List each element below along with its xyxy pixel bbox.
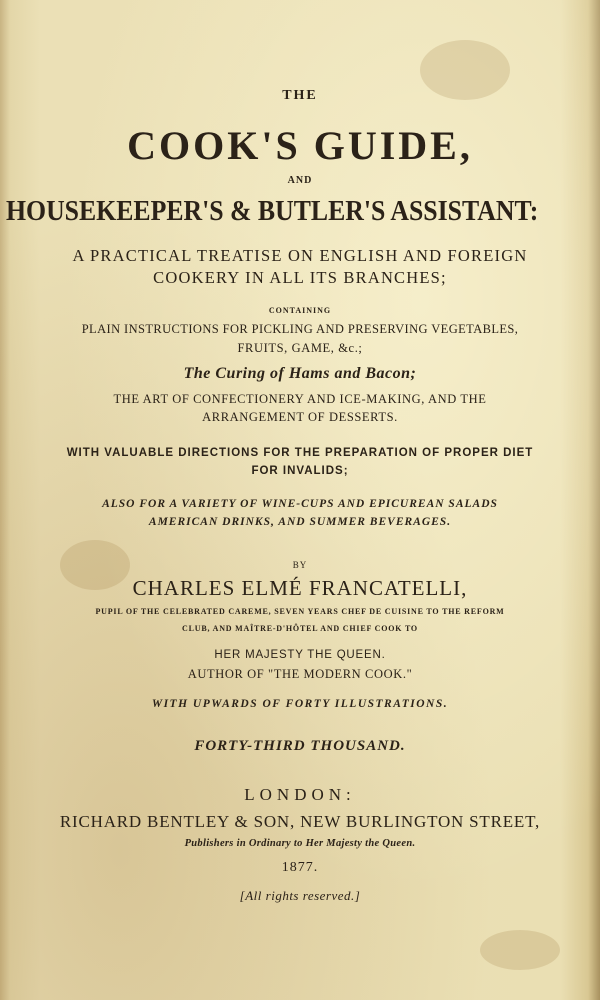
beverages-line-2: AMERICAN DRINKS, AND SUMMER BEVERAGES. (148, 516, 452, 528)
pickling-line-1: PLAIN INSTRUCTIONS FOR PICKLING AND PRESERVING VEGETABLES, (81, 322, 519, 336)
containing-label: CONTAINING (268, 306, 332, 315)
title-conjunction: AND (287, 175, 313, 186)
publisher-name: RICHARD BENTLEY & SON, NEW BURLINGTON STREET, (59, 812, 541, 831)
rights-notice: [All rights reserved.] (239, 888, 361, 903)
treatise-line-1: A PRACTICAL TREATISE ON ENGLISH AND FOREIGN (72, 246, 528, 265)
author-credentials-line-2: CLUB, AND MAÎTRE-D'HÔTEL AND CHIEF COOK TO (182, 624, 418, 633)
publisher-note: Publishers in Ordinary to Her Majesty the Queen. (184, 838, 416, 849)
by-label: BY (292, 560, 308, 570)
treatise-line-2: COOKERY IN ALL ITS BRANCHES; (153, 268, 447, 287)
pickling-line-2: FRUITS, GAME, &c.; (237, 341, 363, 355)
confectionery-line-1: THE ART OF CONFECTIONERY AND ICE-MAKING, AND THE (113, 392, 487, 406)
page-title: COOK'S GUIDE, (127, 123, 473, 168)
curing-line: The Curing of Hams and Bacon; (183, 365, 417, 382)
invalids-line-2: FOR INVALIDS; (251, 465, 349, 477)
majesty-line: HER MAJESTY THE QUEEN. (214, 649, 386, 661)
author-credentials-line-1: PUPIL OF THE CELEBRATED CAREME, SEVEN YEARS CHEF DE CUISINE TO THE REFORM (95, 607, 505, 616)
place-of-publication: LONDON: (244, 785, 356, 804)
illustrations-line: WITH UPWARDS OF FORTY ILLUSTRATIONS. (151, 698, 449, 710)
invalids-line-1: WITH VALUABLE DIRECTIONS FOR THE PREPARATION OF PROPER DIET (66, 447, 534, 459)
modern-cook-line: AUTHOR OF "THE MODERN COOK." (187, 667, 413, 681)
author-name: CHARLES ELMÉ FRANCATELLI, (132, 576, 468, 600)
subtitle: HOUSEKEEPER'S & BUTLER'S ASSISTANT: (6, 196, 539, 227)
beverages-line-1: ALSO FOR A VARIETY OF WINE-CUPS AND EPICUREAN SALADS (102, 498, 498, 510)
paper-stain (480, 930, 560, 970)
edition-line: FORTY-THIRD THOUSAND. (194, 738, 406, 754)
confectionery-line-2: ARRANGEMENT OF DESSERTS. (202, 410, 398, 424)
title-article: THE (282, 88, 318, 103)
publication-year: 1877. (281, 860, 319, 875)
